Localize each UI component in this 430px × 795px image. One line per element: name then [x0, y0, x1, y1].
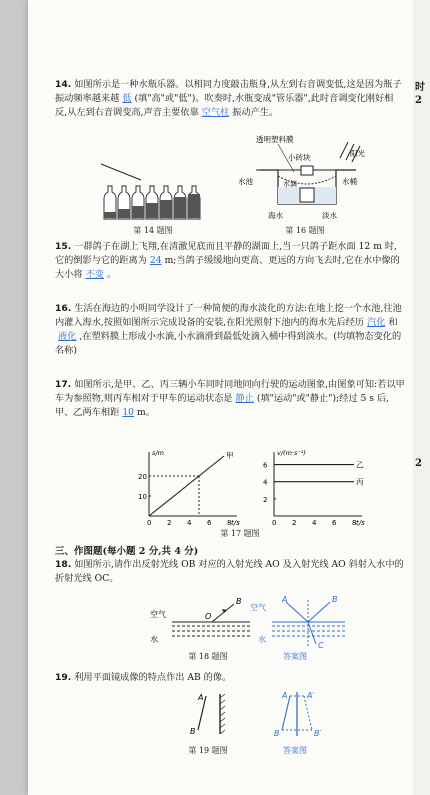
water-level	[118, 209, 130, 218]
answer-label-C: C	[318, 641, 324, 650]
x-tick-label: 0	[147, 519, 152, 527]
strip-num-2: 2	[415, 458, 422, 469]
label-bucket: 水桶	[342, 177, 357, 186]
question-number: 15.	[55, 241, 72, 252]
question-text: 如图所示是一种水瓶乐器。以相同力度敲击瓶身,从左到右音调变低,这是因为瓶子振动频率越来越	[55, 79, 402, 104]
water-level	[174, 197, 186, 218]
question-19	[55, 671, 405, 685]
x-tick-label: 4	[187, 519, 192, 527]
figure-18-caption: 第 18 题图	[188, 652, 228, 661]
question-text: 生活在海边的小明同学设计了一种简便的海水淡化的方法:在地上挖一个水池,往池内灌入海水,按照如图所示完成设备的安装,在阳光照射下池内的海水先后经历	[55, 303, 402, 328]
question-text: 。	[106, 269, 117, 280]
x-tick-label: 4	[312, 519, 317, 527]
answer-blank: 低	[122, 93, 132, 104]
s-t-chart	[125, 448, 245, 530]
label-air: 空气	[150, 610, 166, 619]
section-heading: 三、作图题(每小题 2 分,共 4 分)	[55, 546, 199, 557]
answer-label-A-prime: A′	[307, 691, 315, 700]
question-number: 16.	[55, 303, 72, 314]
question-text: ,在塑料膜上形成小水滴,小水滴滑到最低处滴入桶中得到淡水。(均填物态变化的名称)	[55, 331, 402, 356]
v-t-chart	[250, 448, 370, 530]
water-level	[188, 194, 200, 218]
label-sun: 阳光	[350, 149, 365, 158]
question-17	[55, 378, 405, 420]
x-tick-label: 8	[227, 519, 232, 527]
question-text: 和	[388, 317, 398, 328]
stick	[101, 164, 141, 180]
figure-18-answer-caption: 答案图	[283, 652, 307, 661]
figure-14-caption: 第 14 题图	[133, 226, 173, 235]
x-tick-label: 2	[292, 519, 297, 527]
y-tick-label: 4	[263, 478, 268, 487]
answer-blank: 液化	[58, 331, 77, 342]
question-text: 一群鸽子在湖上飞翔,在清澈见底而且平静的湖面上,当一只鸽子距水面 12 m 时,它的倒影与它的距离为	[55, 241, 397, 266]
question-number: 19.	[55, 672, 72, 683]
answer-label-A: A	[282, 595, 288, 604]
figure-19-caption: 第 19 题图	[188, 746, 228, 755]
x-axis-label: t/s	[231, 519, 240, 527]
x-tick-label: 6	[207, 519, 212, 527]
label-O: O	[205, 612, 212, 621]
question-text: 利用平面镜成像的特点作出 AB 的像。	[74, 672, 232, 683]
figure-18-answer	[250, 592, 350, 652]
water-level	[160, 200, 172, 218]
series-label: 丙	[356, 477, 364, 487]
answer-blank: 空气柱	[201, 107, 230, 118]
label-fresh: 淡水	[322, 211, 337, 220]
answer-blank: 10	[122, 407, 135, 418]
x-tick-label: 6	[332, 519, 337, 527]
question-text: m。	[137, 407, 155, 418]
question-text: (填"运动"或"静止");经过 5 s 后,甲、乙两车相距	[55, 393, 389, 418]
x-axis-label: t/s	[356, 519, 365, 527]
question-number: 14.	[55, 79, 72, 90]
label-pool: 水池	[238, 177, 253, 186]
series-label: 乙	[356, 460, 364, 470]
answer-label-B-prime: B′	[314, 729, 322, 738]
answer-label-water: 水	[258, 635, 266, 644]
question-18	[55, 558, 405, 586]
figure-18	[150, 592, 260, 652]
y-tick-label: 6	[263, 461, 268, 470]
label-film: 透明塑料膜	[256, 135, 294, 144]
bottle-row	[104, 186, 200, 219]
answer-blank: 不变	[85, 269, 104, 280]
label-B: B	[236, 597, 242, 606]
question-text: 如图所示,请作出反射光线 OB 对应的入射光线 AO 及入射光线 AO 斜射入水中的折射光线 OC。	[55, 559, 404, 584]
water-level	[132, 206, 144, 218]
strip-char: 时	[415, 82, 425, 93]
figure-14-bottles	[95, 158, 210, 220]
y-tick-label: 2	[263, 495, 268, 504]
x-tick-label: 2	[167, 519, 172, 527]
figure-19-answer	[262, 688, 332, 740]
label-sea: 海水	[268, 211, 283, 220]
question-14	[55, 78, 405, 120]
figure-16-desalination	[238, 132, 378, 222]
question-16	[55, 302, 405, 358]
x-tick-label: 0	[272, 519, 277, 527]
figure-19	[190, 690, 235, 740]
series-label: 甲	[226, 451, 234, 460]
question-text: 振动产生。	[232, 107, 279, 118]
answer-blank: 静止	[235, 393, 254, 404]
answer-label-B: B	[274, 729, 280, 738]
label-water: 水	[150, 635, 158, 644]
answer-blank: 24	[149, 255, 162, 266]
question-15	[55, 240, 405, 282]
answer-blank: 汽化	[367, 317, 386, 328]
figure-19-answer-caption: 答案图	[283, 746, 307, 755]
label-B: B	[190, 727, 196, 736]
question-text: m;当鸽子缓缓地向更高、更远的方向飞去时,它在水中像的大小将	[55, 255, 400, 280]
y-tick-label: 10	[138, 493, 147, 501]
question-number: 18.	[55, 559, 72, 570]
label-stone: 小砖块	[288, 153, 311, 162]
answer-label-A: A	[282, 691, 288, 700]
strip-num: 2	[415, 95, 422, 106]
y-tick-label: 20	[138, 473, 147, 481]
question-text: (填"高"或"低")。吹奏时,水瓶变成"管乐器",此时音调变化刚好相反,从左到右音调变高,声音主要依靠	[55, 93, 394, 118]
label-drop: 水滴	[283, 180, 297, 188]
figure-17-caption: 第 17 题图	[220, 529, 260, 538]
figure-16-caption: 第 16 题图	[285, 226, 325, 235]
question-number: 17.	[55, 379, 72, 390]
y-axis-label: v/(m·s⁻¹)	[277, 449, 306, 457]
answer-label-B: B	[332, 595, 338, 604]
y-axis-label: s/m	[152, 449, 164, 457]
x-tick-label: 8	[352, 519, 357, 527]
answer-label-air: 空气	[250, 603, 266, 612]
next-page-edge	[413, 0, 430, 795]
water-level	[104, 212, 116, 218]
label-A: A	[198, 693, 204, 702]
water-level	[146, 203, 158, 218]
question-text: 如图所示,是甲、乙、丙三辆小车同时同地同向行驶的运动图象,由图象可知:若以甲车为参照物,则丙车相对于甲车的运动状态是	[55, 379, 405, 404]
series-line	[149, 456, 224, 516]
